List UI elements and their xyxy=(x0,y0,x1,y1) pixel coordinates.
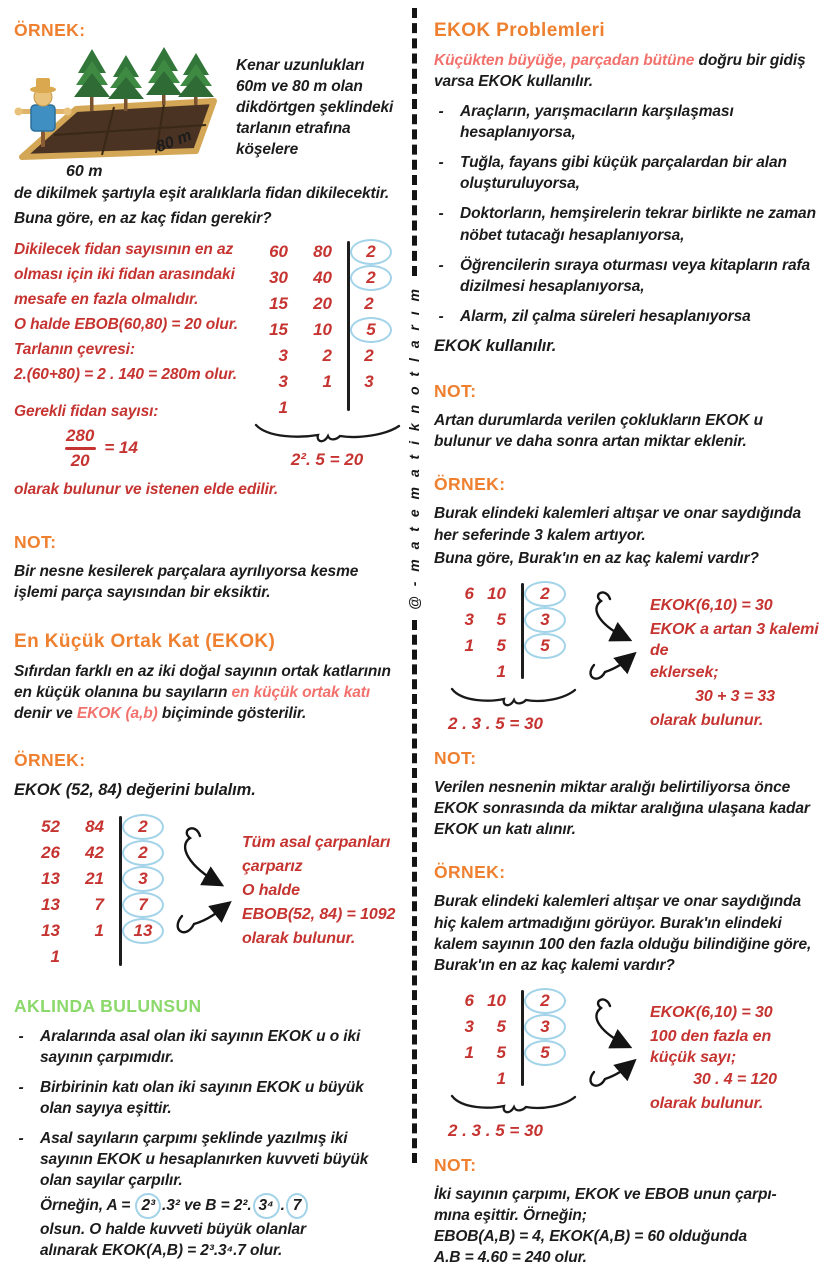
example-1-solution-text xyxy=(14,239,252,389)
note-4-heading: NOT: xyxy=(434,1154,477,1175)
note-3-section xyxy=(434,748,820,840)
result-line: eklersek; xyxy=(650,664,719,682)
list-item xyxy=(434,152,820,194)
bullet-text xyxy=(40,1128,396,1261)
ekok-product: 2 . 3 . 5 = 30 xyxy=(448,713,543,733)
example-1-intro-row xyxy=(14,47,396,180)
division-line xyxy=(521,990,524,1086)
powers-example-line xyxy=(40,1193,396,1219)
solution-line: 2.(60+80) = 2 . 140 = 280m olur. xyxy=(14,366,237,384)
solution-line: Tarlanın çevresi: xyxy=(14,341,135,359)
bullet-text: Araçların, yarışmacıların karşılaşması hesaplanıyorsa, xyxy=(460,103,734,142)
field-width-label: 60 m xyxy=(66,163,103,180)
note-line: İki sayının çarpımı, EKOK ve EBOB unun çarpı- xyxy=(434,1185,777,1203)
list-item xyxy=(434,101,820,143)
solution-line: mesafe en fazla olmalıdır. xyxy=(14,291,199,309)
division-line xyxy=(521,583,524,679)
divider-dashes-bottom xyxy=(412,620,417,1163)
note-1-section xyxy=(14,532,396,603)
fraction-numerator: 280 xyxy=(66,426,95,446)
ekok-def-part1: Sıfırdan farklı en az iki doğal sayının ortak katlarının en küçük olanına bu sayıların xyxy=(14,662,391,702)
fraction-result: = 14 xyxy=(104,438,138,458)
example-3-table-block xyxy=(448,581,578,734)
division-row: 6 10 2 xyxy=(448,988,578,1014)
result-line: 30 + 3 = 33 xyxy=(695,688,775,706)
bullet-text: Doktorların, hemşirelerin tekrar birlikte ne zaman nöbet tutacağı hesaplanıyorsa, xyxy=(460,205,816,244)
bullet-dash: - xyxy=(438,256,444,274)
example-4-statement: Burak elindeki kalemleri altışar ve onar saydığında hiç kalem artmadığını görüyor. Burak'ın elindeki kalem sayının 100 den fazla olduğu bilindiğine göre, Burak'ın en az kaç kalemi vardır? xyxy=(434,893,812,974)
curly-arrow-icon xyxy=(580,587,646,687)
right-column xyxy=(434,20,820,1268)
example-1-section xyxy=(14,20,396,500)
bullet-dash: - xyxy=(438,307,444,325)
example-3-solution-row xyxy=(434,581,820,735)
division-row: 3 2 2 xyxy=(278,346,374,366)
bullet-text: Tuğla, fayans gibi küçük parçalardan bir alan oluşturuluyorsa, xyxy=(460,154,787,193)
curly-arrow-icon xyxy=(166,820,238,940)
bullet-3-main: Asal sayıların çarpımı şeklinde yazılmış iki sayının EKOK u hesaplanırken kuvveti büyük olan sayılar çarpılır. xyxy=(40,1129,369,1190)
keep-in-mind-bullet-3 xyxy=(14,1128,396,1261)
example-4-solution-row xyxy=(434,988,820,1141)
example-2-intro: EKOK (52, 84) değerini bulalım. xyxy=(14,781,256,800)
fraction-bar xyxy=(65,447,96,450)
bullet-dash: - xyxy=(438,154,444,172)
result-line: 100 den fazla en küçük sayı; xyxy=(650,1027,772,1067)
division-row: 3 5 3 xyxy=(448,1014,578,1040)
field-length-label: 80 m xyxy=(153,127,194,157)
result-line: 30 . 4 = 120 xyxy=(693,1071,777,1089)
division-table-6-10 xyxy=(448,988,578,1092)
curly-arrow-icon xyxy=(580,994,646,1094)
result-line: Tüm asal çarpanları xyxy=(242,833,391,851)
powers-example-pre: Örneğin, A = xyxy=(40,1197,135,1215)
keep-in-mind-section xyxy=(14,996,396,1262)
result-line: EKOK a artan 3 kalemi de xyxy=(650,620,819,660)
tree-icon xyxy=(146,47,182,105)
bullet-text: Öğrencilerin sıraya oturması veya kitapların rafa dizilmesi hesaplanıyorsa, xyxy=(460,256,811,295)
division-row: 26 42 2 xyxy=(24,840,164,866)
note-line: mına eşittir. Örneğin; xyxy=(434,1206,587,1224)
example-3-statement: Burak elindeki kalemleri altışar ve onar saydığında her seferinde 3 kalem artıyor. xyxy=(434,505,802,544)
example-1-heading: ÖRNEK: xyxy=(14,20,86,40)
division-row: 15 20 2 xyxy=(269,294,374,314)
solution-line: Dikilecek fidan sayısının en az xyxy=(14,241,234,259)
note-2-text: Artan durumlarda verilen çoklukların EKOK u bulunur ve daha sonra artan miktar eklenir. xyxy=(434,412,764,451)
note-line: A.B = 4.60 = 240 olur. xyxy=(434,1248,587,1266)
example-3-result-text xyxy=(650,595,820,735)
result-line: olarak bulunur. xyxy=(650,712,764,730)
division-row: 13 21 3 xyxy=(24,866,164,892)
ekok-problems-intro xyxy=(434,50,820,92)
solution-line: olması için iki fidan arasındaki xyxy=(14,266,235,284)
example-2-result-text xyxy=(242,832,395,952)
solution-line: O halde EBOB(60,80) = 20 olur. xyxy=(14,316,238,334)
ekok-problems-list xyxy=(434,101,820,327)
ekok-def-highlight1: en küçük ortak katı xyxy=(231,684,371,702)
division-row: 1 xyxy=(50,946,60,966)
example-1-side-text: Kenar uzunlukları 60m ve 80 m olan dikdörtgen şeklindeki tarlanın etrafına köşelere xyxy=(236,57,394,159)
note-1-heading: NOT: xyxy=(14,531,57,552)
list-item xyxy=(434,255,820,297)
ekok-definition-section xyxy=(14,631,396,724)
required-saplings-label: Gerekli fidan sayısı: xyxy=(14,403,159,421)
division-row: 1 5 5 xyxy=(448,633,578,659)
ekok-problems-section xyxy=(434,20,820,357)
division-row: 1 5 5 xyxy=(448,1040,578,1066)
keep-in-mind-bullet-1 xyxy=(14,1026,396,1068)
sapling-fraction xyxy=(66,426,252,471)
division-row: 6 10 2 xyxy=(448,581,578,607)
instagram-handle: @ - m a t e m a t i k n o t l a r ı m xyxy=(406,286,422,610)
example-4-table-block xyxy=(448,988,578,1141)
bullet-dash: - xyxy=(438,205,444,223)
divider-dashes-top xyxy=(412,8,417,276)
example-1-closing: olarak bulunur ve istenen elde edilir. xyxy=(14,480,279,498)
division-row: 15 10 5 xyxy=(252,317,402,343)
keep-in-mind-bullet-2 xyxy=(14,1077,396,1119)
bullet-text: Alarm, zil çalma süreleri hesaplanıyorsa xyxy=(460,307,751,325)
result-line: olarak bulunur. xyxy=(650,1095,764,1113)
division-row: 13 7 7 xyxy=(24,892,164,918)
tree-icon xyxy=(74,49,110,111)
result-line: O halde xyxy=(242,881,300,899)
ekok-heading: En Küçük Ortak Kat (EKOK) xyxy=(14,630,276,652)
powers-example-mid: .3² ve B = 2². xyxy=(162,1197,252,1215)
note-3-heading: NOT: xyxy=(434,748,477,769)
division-row: 30 40 2 xyxy=(252,265,402,291)
division-table-ekok-52-84 xyxy=(24,814,164,970)
tree-icon xyxy=(178,53,214,105)
result-line: EKOK(6,10) = 30 xyxy=(650,1003,773,1021)
example-4-result-text xyxy=(650,1002,820,1118)
note-2-heading: NOT: xyxy=(434,381,477,402)
powers-example-line3: alınarak EKOK(A,B) = 2³.3⁴.7 olur. xyxy=(40,1242,283,1260)
example-3-question: Buna göre, Burak'ın en az kaç kalemi vardır? xyxy=(434,549,759,567)
bullet-text: Aralarında asal olan iki sayının EKOK u o iki sayının çarpımıdır. xyxy=(40,1027,361,1066)
example-2-solution-row xyxy=(14,814,396,970)
result-line: çarparız xyxy=(242,857,303,875)
division-row: 1 xyxy=(278,398,288,418)
underbrace-icon xyxy=(448,687,578,707)
ekok-problems-footer: EKOK kullanılır. xyxy=(434,336,557,355)
result-line: EKOK(6,10) = 30 xyxy=(650,596,773,614)
division-table-6-10 xyxy=(448,581,578,685)
division-row: 1 xyxy=(496,1068,506,1088)
division-line xyxy=(119,816,122,966)
circled-power: 2³ xyxy=(135,1193,161,1219)
division-row: 3 1 3 xyxy=(278,372,374,392)
circled-power: 3⁴ xyxy=(253,1193,280,1219)
ekok-def-part2: denir ve xyxy=(14,705,77,723)
fraction-denominator: 20 xyxy=(70,450,90,470)
division-line xyxy=(347,241,350,411)
example-3-section xyxy=(434,474,820,734)
division-row: 3 5 3 xyxy=(448,607,578,633)
example-3-heading: ÖRNEK: xyxy=(434,474,506,495)
keep-in-mind-heading: AKLINDA BULUNSUN xyxy=(14,995,202,1016)
intro-rest: doğru bir gidiş varsa EKOK kullanılır. xyxy=(434,52,806,91)
example-4-section xyxy=(434,862,820,1140)
note-4-section xyxy=(434,1155,820,1268)
example-1-solution-row xyxy=(14,239,396,471)
example-2-section xyxy=(14,750,396,969)
note-1-text: Bir nesne kesilerek parçalara ayrılıyorsa kesme işlemi parça sayısından bir eksiktir. xyxy=(14,562,359,601)
list-item xyxy=(434,306,820,327)
ekok-problems-heading: EKOK Problemleri xyxy=(434,20,606,41)
example-1-table-block xyxy=(252,239,402,471)
example-2-heading: ÖRNEK: xyxy=(14,750,86,771)
underbrace-icon xyxy=(448,1094,578,1114)
division-table-ebob xyxy=(252,239,402,421)
ebob-result: 2². 5 = 20 xyxy=(290,450,364,470)
list-item xyxy=(434,203,820,245)
result-line: olarak bulunur. xyxy=(242,929,356,947)
powers-example-dot: . xyxy=(280,1197,285,1215)
intro-highlight: Küçükten büyüğe, parçadan bütüne xyxy=(434,52,695,69)
result-line: EBOB(52, 84) = 1092 xyxy=(242,905,396,923)
page-divider xyxy=(401,8,427,1163)
bullet-dash: - xyxy=(438,103,444,121)
left-column xyxy=(14,20,396,1261)
bullet-dash: - xyxy=(18,1078,24,1096)
note-3-text: Verilen nesnenin miktar aralığı belirtiliyorsa önce EKOK sonrasında da miktar aralığına ulaşana kadar EKOK un katı alınır. xyxy=(434,779,810,839)
example-4-heading: ÖRNEK: xyxy=(434,862,506,883)
ekok-def-part3: biçiminde gösterilir. xyxy=(157,705,307,723)
powers-example-line2: olsun. O halde kuvveti büyük olanlar xyxy=(40,1221,306,1239)
note-2-section xyxy=(434,381,820,452)
bullet-dash: - xyxy=(18,1027,24,1045)
underbrace-icon xyxy=(252,423,402,443)
note-line: EBOB(A,B) = 4, EKOK(A,B) = 60 olduğunda xyxy=(434,1227,748,1245)
bullet-text: Birbirinin katı olan iki sayının EKOK u büyük olan sayıya eşittir. xyxy=(40,1078,364,1117)
field-trees-scarecrow-icon xyxy=(14,47,226,175)
field-illustration xyxy=(14,47,226,180)
note-4-text xyxy=(434,1184,820,1268)
division-row: 52 84 2 xyxy=(24,814,164,840)
ekok-definition xyxy=(14,661,396,724)
division-row: 13 1 13 xyxy=(24,918,164,944)
division-row: 60 80 2 xyxy=(252,239,402,265)
ekok-product: 2 . 3 . 5 = 30 xyxy=(448,1120,543,1140)
bullet-dash: - xyxy=(18,1129,24,1147)
division-row: 1 xyxy=(496,661,506,681)
example-1-continuation: de dikilmek şartıyla eşit aralıklarla fidan dikilecektir. xyxy=(14,185,390,202)
ekok-def-highlight2: EKOK (a,b) xyxy=(76,705,158,723)
example-1-question: Buna göre, en az kaç fidan gerekir? xyxy=(14,210,272,228)
circled-power: 7 xyxy=(286,1193,309,1219)
